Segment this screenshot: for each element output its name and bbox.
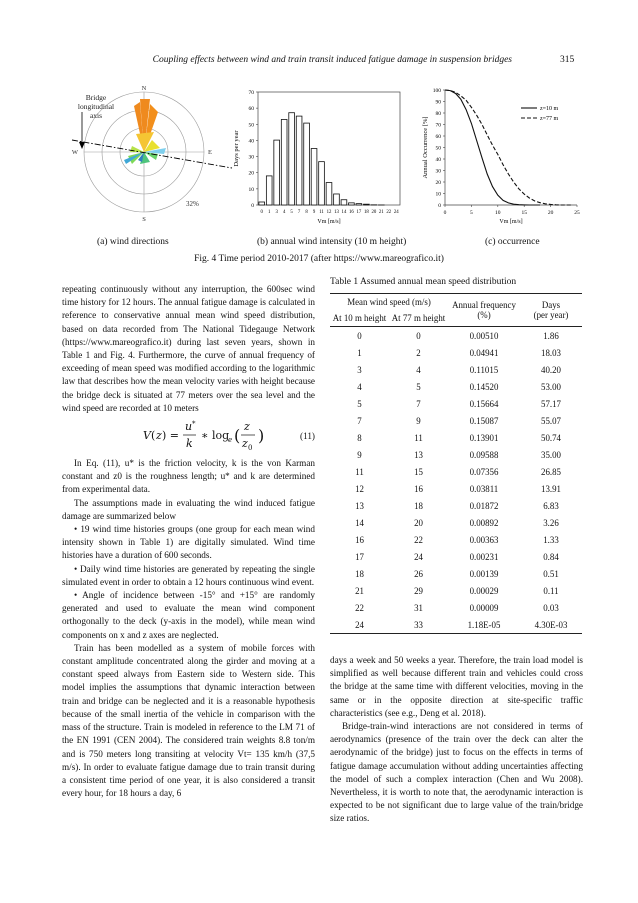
x-tick-label: 1 (268, 210, 271, 215)
table-cell: 3.26 (543, 517, 559, 528)
bar (289, 113, 295, 205)
x-tick-label: 13 (334, 210, 339, 215)
y-tick-label: 80 (435, 111, 441, 117)
table-row (330, 463, 582, 480)
table-cell: 21 (355, 585, 364, 596)
bar (296, 116, 302, 205)
left-column (62, 283, 315, 800)
table-cell: 0.11015 (469, 364, 499, 375)
table-cell: 5 (416, 381, 421, 392)
y-tick-label: 10 (435, 191, 441, 198)
y-tick-label: 0 (251, 203, 254, 209)
svg-text:) =: ) = (162, 429, 180, 443)
table-cell: 14 (355, 517, 364, 528)
table-cell: 0.15664 (469, 398, 499, 409)
table-row (330, 531, 582, 548)
x-tick-label: 11 (319, 210, 324, 215)
right-column (330, 654, 583, 826)
x-tick-label: 20 (371, 210, 377, 215)
table-cell: 0.11 (543, 585, 559, 596)
wind-rose-figure (68, 82, 238, 230)
table-cell: 16 (355, 534, 364, 545)
legend-label: z=10 m (540, 106, 559, 112)
series-line (445, 90, 540, 205)
col-header-10m: At 10 m height (330, 310, 389, 327)
paragraph: days a week and 50 weeks a year. Therefore, the train load model is simplified as well because different train and vehicles could cross the bridge at the same time with different velocities, moving in the same or in the opposite direction at site-specific traffic characteristics (see e.g., Deng et al. 2018). (330, 655, 583, 718)
table-cell: 1.86 (543, 330, 559, 341)
table-cell: 57.17 (541, 398, 561, 409)
svg-text:(: ( (151, 429, 156, 443)
bar (356, 204, 362, 205)
table-row (330, 497, 582, 514)
bar (319, 162, 325, 205)
table-cell: 24 (330, 616, 389, 634)
table-cell: 8 (357, 432, 362, 443)
table-cell: 15 (414, 466, 423, 477)
equation-number: (11) (300, 431, 315, 442)
running-title: Coupling effects between wind and train transit induced fatigue damage in suspension bridges (152, 55, 512, 65)
table-cell: 13 (355, 500, 364, 511)
table-cell: 0.00009 (469, 602, 499, 613)
bar (334, 194, 340, 205)
svg-text:z: z (156, 429, 162, 443)
table-cell: 50.74 (541, 432, 561, 443)
svg-text:z: z (242, 437, 248, 451)
table-cell: 18.03 (541, 347, 561, 358)
table-row (330, 327, 582, 345)
bar (259, 202, 265, 205)
table-caption: Table 1 Assumed annual mean speed distribution (330, 277, 517, 287)
x-tick-label: 21 (378, 210, 384, 215)
x-tick-label: 9 (312, 210, 316, 215)
table-cell: 0.00510 (469, 330, 499, 341)
x-tick-label: 15 (521, 210, 527, 216)
table-cell: 1.33 (543, 534, 559, 545)
table-cell: 0.51 (543, 568, 559, 579)
y-axis-label: Days per year (233, 130, 240, 167)
x-tick-label: 5 (290, 210, 293, 215)
table-row (330, 582, 582, 599)
equation-11 (62, 417, 315, 455)
table-cell: 11 (414, 432, 423, 443)
table-cell: 18 (414, 500, 423, 511)
wind-intensity-bar-chart (228, 82, 408, 232)
table-cell: 0.03 (543, 602, 559, 613)
compass-s-label: S (142, 216, 146, 223)
paragraph: The assumptions made in evaluating the wind induced fatigue damage are summarized below (62, 497, 315, 521)
svg-text:*: * (192, 420, 196, 429)
bar (341, 200, 347, 205)
y-tick-label: 50 (435, 145, 441, 152)
table-cell: 53.00 (541, 381, 561, 392)
table-row (330, 514, 582, 531)
bar (364, 204, 370, 205)
table-cell: 40.20 (541, 364, 561, 375)
table-body (330, 327, 582, 634)
table-cell: 0.13901 (469, 432, 499, 443)
table-row (330, 361, 582, 378)
table-cell: 3 (357, 364, 362, 375)
col-header-speed: Mean wind speed (m/s) (330, 294, 448, 311)
table-cell: 4.30E-03 (520, 616, 582, 634)
y-tick-label: 30 (248, 154, 254, 161)
col-header-days: Days (per year) (520, 294, 582, 327)
svg-text:u: u (185, 420, 193, 434)
table-row (330, 344, 582, 361)
table-cell: 0.01872 (469, 500, 499, 511)
table-cell: 20 (414, 517, 423, 528)
bar (274, 140, 280, 205)
table-row (330, 565, 582, 582)
svg-text:∗ log: ∗ log (201, 429, 230, 443)
y-axis-label: Annual Occurrence [%] (422, 116, 429, 179)
x-tick-label: 5 (470, 210, 473, 216)
compass-e-label: E (208, 149, 212, 156)
table-cell: 5 (357, 398, 362, 409)
table-cell: 0.04941 (469, 347, 499, 358)
bar (281, 119, 287, 205)
axis-annotation-line3: axis (89, 111, 103, 120)
panel-b-label: (b) annual wind intensity (10 m height) (257, 237, 407, 247)
svg-text:(: ( (234, 426, 241, 446)
bar (326, 183, 332, 205)
paragraph: Bridge-train-wind interactions are not considered in terms of aerodynamics (presence of the train over the deck can alter the aerodynamic of the bridge) just to focus on the effects in terms of fatigue damage accumulation without adding uncertainties affecting the model of such a complex interaction (Chen and Wu 2008). Nevertheless, it is worth to note that, the aerodynamic interaction is expected to be not significant due to large value of the train/bridge size ratios. (330, 721, 583, 824)
x-tick-label: 12 (326, 210, 332, 215)
y-tick-label: 20 (248, 170, 254, 177)
figure-caption: Fig. 4 Time period 2010-2017 (after https://www.mareografico.it) (194, 254, 444, 264)
table-row (330, 616, 582, 634)
table-row (330, 429, 582, 446)
table-cell: 0.00029 (469, 585, 499, 596)
y-tick-label: 60 (248, 106, 254, 113)
table-cell: 26 (414, 568, 423, 579)
x-tick-label: 0 (260, 210, 263, 215)
bullet-item: • Daily wind time histories are generated by repeating the single simulated event in order to obtain a 12 hours continuous wind event. (62, 563, 315, 587)
page-header (0, 55, 638, 71)
x-axis-label: Vm [m/s] (317, 219, 341, 225)
compass-n-label: N (141, 85, 147, 92)
x-tick-label: 14 (341, 210, 347, 215)
y-tick-label: 40 (248, 138, 254, 145)
table-cell: 0.15087 (469, 415, 499, 426)
occurrence-line-chart (417, 82, 587, 232)
table-cell: 0.00231 (469, 551, 499, 562)
table-row (330, 548, 582, 565)
x-tick-label: 25 (574, 210, 580, 216)
compass-w-label: W (71, 149, 78, 156)
y-tick-label: 60 (435, 134, 441, 140)
table-cell: 11 (355, 466, 364, 477)
table-cell: 13.91 (541, 483, 561, 494)
table-cell: 0.07356 (469, 466, 499, 477)
x-tick-label: 24 (393, 210, 399, 215)
x-tick-label: 7 (297, 210, 301, 215)
bar (304, 123, 310, 205)
x-tick-label: 10 (495, 210, 501, 216)
y-tick-label: 30 (435, 168, 441, 175)
table-cell: 24 (414, 551, 423, 562)
col-header-frequency: Annual frequency (%) (448, 294, 520, 327)
page-number: 315 (560, 55, 575, 65)
svg-text:k: k (186, 437, 193, 451)
axis-annotation-line1: Bridge (85, 93, 107, 102)
table-cell: 9 (416, 415, 421, 426)
bullet-item: • Angle of incidence between -15° and +15° are randomly generated and used to evaluate the mean wind component orthogonally to the deck (y-axis in the model), while mean wind components on x and z axes are neglected. (62, 590, 315, 640)
table-cell: 0.00139 (469, 568, 499, 579)
table-cell: 29 (414, 585, 423, 596)
y-tick-label: 90 (435, 99, 441, 106)
svg-text:e: e (228, 436, 233, 445)
table-cell: 0.00892 (469, 517, 499, 528)
x-tick-label: 18 (363, 210, 369, 215)
x-tick-label: 16 (349, 210, 354, 215)
table-cell: 18 (355, 568, 364, 579)
y-tick-label: 20 (435, 180, 441, 186)
table-row (330, 378, 582, 395)
table-cell: 7 (357, 415, 362, 426)
y-tick-label: 70 (435, 122, 441, 129)
y-tick-label: 100 (432, 88, 441, 94)
svg-text:0: 0 (248, 444, 253, 453)
y-tick-label: 10 (248, 186, 254, 193)
panel-c-label: (c) occurrence (485, 237, 540, 247)
table-cell: 0.03811 (469, 483, 499, 494)
table-cell: 55.07 (541, 415, 561, 426)
table-cell: 26.85 (541, 466, 561, 477)
x-tick-label: 3 (275, 210, 278, 215)
legend-label: z=77 m (540, 116, 559, 122)
table-row (330, 599, 582, 616)
percent-label: 32% (186, 200, 199, 208)
table-row (330, 412, 582, 429)
table-cell: 0.84 (543, 551, 559, 562)
axis-annotation-line2: longitudinal (77, 102, 115, 111)
table-row (330, 395, 582, 412)
table-cell: 2 (416, 347, 421, 358)
table-cell: 22 (355, 602, 364, 613)
table-cell: 0 (416, 330, 421, 341)
table-cell: 0 (357, 330, 362, 341)
table-cell: 4 (357, 381, 362, 392)
wind-rose-petals (124, 99, 166, 164)
table-cell: 1 (357, 347, 362, 358)
table-row (330, 480, 582, 497)
table-cell: 33 (389, 616, 448, 634)
bullet-item: • 19 wind time histories groups (one group for each mean wind intensity shown in Table 1) are digitally simulated. Wind time histories have a duration of 600 seconds. (62, 524, 315, 561)
panel-a-label: (a) wind directions (97, 237, 169, 247)
svg-text:V: V (143, 429, 151, 443)
table-cell: 16 (414, 483, 423, 494)
x-axis-label: Vm [m/s] (499, 219, 523, 225)
y-tick-label: 50 (248, 122, 254, 129)
y-tick-label: 40 (435, 157, 441, 163)
svg-text:): ) (258, 426, 265, 446)
table-cell: 0.09588 (469, 449, 499, 460)
col-header-77m: At 77 m height (389, 310, 448, 327)
paragraph: repeating continuously without any interruption, the 600sec wind time history for 12 hours. The annual fatigue damage is calculated in reference to conservative annual mean wind speed distribution, based on data recorded from The National Tidegauge Network (https://www.mareografico.it) during last seven years, shown in Table 1 and Fig. 4. Furthermore, the curve of annual frequency of exceeding of mean speed was modified according to the logarithmic law that describes how the mean velocity varies with height because the bridge deck is situated at 77 meters over the sea level and the wind speed are recorded at 10 meters (62, 284, 315, 413)
svg-text:z: z (244, 420, 250, 434)
bar (311, 149, 317, 206)
bar (349, 203, 355, 205)
x-tick-label: 20 (547, 210, 554, 216)
table-cell: 35.00 (541, 449, 561, 460)
y-tick-label: 70 (248, 90, 254, 96)
x-tick-label: 4 (282, 210, 286, 215)
table-cell: 17 (355, 551, 364, 562)
table-cell: 9 (357, 449, 362, 460)
table-cell: 0.14520 (469, 381, 499, 392)
paragraph: In Eq. (11), u* is the friction velocity, k is the von Karman constant and z0 is the roughness length; u* and k are determined from experimental data. (62, 458, 315, 495)
x-tick-label: 8 (305, 210, 308, 215)
x-tick-label: 22 (386, 210, 392, 215)
table-cell: 31 (414, 602, 423, 613)
table-cell: 0.00363 (469, 534, 499, 545)
table-cell: 1.18E-05 (448, 616, 520, 634)
table-cell: 6.83 (543, 500, 559, 511)
table-1 (330, 293, 582, 634)
bar (266, 176, 272, 205)
x-tick-label: 0 (443, 210, 447, 216)
x-tick-label: 17 (356, 210, 362, 215)
table-cell: 13 (414, 449, 423, 460)
table-cell: 7 (416, 398, 421, 409)
y-tick-label: 0 (438, 203, 441, 209)
table-cell: 22 (414, 534, 423, 545)
paragraph: Train has been modelled as a system of mobile forces with constant amplitude concentrated along the girder and moving at a constant speed always from Eastern side to Western side. This model implies the assumptions that dynamic interaction between train and bridge can be neglected and it is a reasonable hypothesis because of the small inertia of the vehicle in comparison with the mass of the structure. Train is modeled in reference to the LM 71 of the EN 1991 (CEN 2004). The considered train weights 8.8 ton/m and is 750 meters long transiting at velocity Vt= 135 km/h (37,5 m/s). In order to evaluate fatigue damage due to train transit during a consistent time period of one year, it is also considered a transit every hour, for 18 hours a day, 6 (62, 642, 315, 799)
table-cell: 4 (416, 364, 421, 375)
table-row (330, 446, 582, 463)
table-cell: 12 (355, 483, 364, 494)
